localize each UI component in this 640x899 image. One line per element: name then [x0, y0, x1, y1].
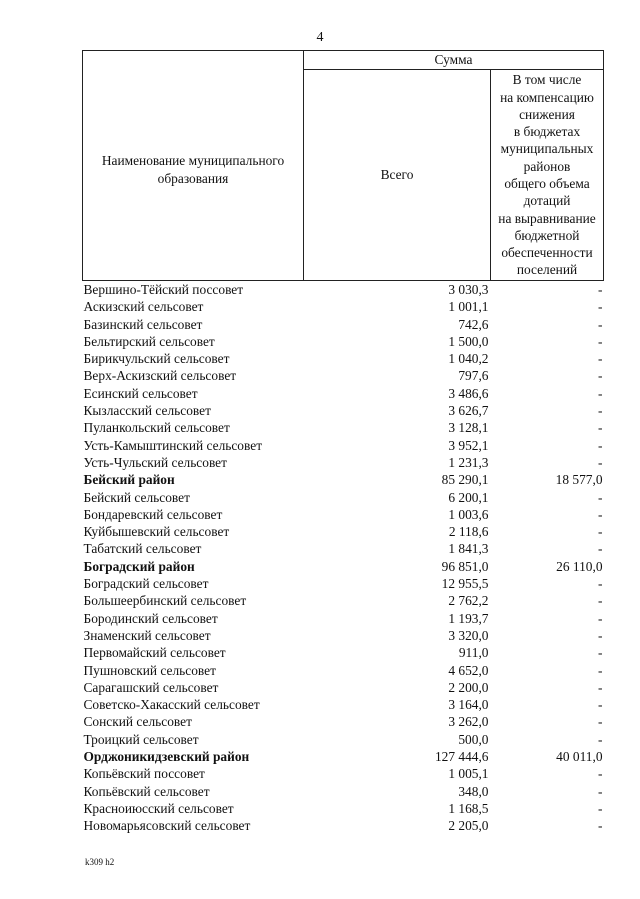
including-cell: - [598, 403, 603, 419]
municipality-name-cell: Боградский сельсовет [83, 576, 209, 592]
including-cell: - [598, 368, 603, 384]
municipality-name-cell: Сонский сельсовет [83, 714, 192, 730]
municipality-name-cell: Куйбышевский сельсовет [83, 524, 230, 540]
header-including-line: муниципальных [500, 141, 594, 157]
table-row [83, 506, 604, 523]
table-row [83, 731, 604, 748]
including-cell: - [598, 454, 603, 470]
municipality-name-cell: Копьёвский сельсовет [83, 783, 210, 799]
total-cell: 1 168,5 [448, 800, 489, 816]
total-cell: 3 952,1 [448, 437, 489, 453]
table-row [83, 437, 604, 454]
header-municipality-name: Наименование муниципального образования [83, 51, 304, 281]
table-row [83, 800, 604, 817]
municipality-name-cell: Большеербинский сельсовет [83, 593, 247, 609]
including-cell: - [598, 783, 603, 799]
including-cell: 40 011,0 [556, 749, 603, 765]
including-cell: - [598, 610, 603, 626]
table-row [83, 523, 604, 540]
header-including-line: бюджетной [514, 227, 580, 243]
municipality-name-cell: Пушновский сельсовет [83, 662, 216, 678]
table-row [83, 817, 604, 834]
header-total: Всего [304, 70, 491, 281]
table-row [83, 627, 604, 644]
table-row [83, 333, 604, 350]
table-row [83, 385, 604, 402]
table-row [83, 454, 604, 471]
table-row [83, 316, 604, 333]
district-row [83, 748, 604, 765]
budget-allocation-table [82, 50, 604, 835]
including-cell: - [598, 282, 603, 297]
municipality-name-cell: Пуланкольский сельсовет [83, 420, 230, 436]
table-row [83, 610, 604, 627]
municipality-name-cell: Верх-Аскизский сельсовет [83, 368, 237, 384]
header-including-line: на компенсацию [500, 89, 594, 105]
header-sum: Сумма [304, 51, 604, 70]
municipality-name-cell: Знаменский сельсовет [83, 627, 211, 643]
total-cell: 96 851,0 [441, 558, 489, 574]
total-cell: 6 200,1 [448, 489, 489, 505]
including-cell: - [598, 385, 603, 401]
including-cell: 26 110,0 [556, 558, 603, 574]
including-cell: 18 577,0 [555, 472, 603, 488]
header-including-line: общего объема [504, 176, 590, 191]
total-cell: 3 030,3 [448, 282, 489, 297]
municipality-name-cell: Кызласский сельсовет [83, 403, 211, 419]
table-row [83, 367, 604, 384]
total-cell: 3 128,1 [448, 420, 489, 436]
including-cell: - [598, 679, 603, 695]
including-cell: - [598, 766, 603, 782]
municipality-name-cell: Бирикчульский сельсовет [83, 351, 230, 367]
including-cell: - [598, 662, 603, 678]
table-row [83, 592, 604, 609]
header-including-line: снижения [519, 106, 575, 122]
including-cell: - [598, 731, 603, 747]
municipality-name-cell: Усть-Чульский сельсовет [83, 454, 227, 470]
total-cell: 85 290,1 [441, 472, 489, 488]
table-row [83, 350, 604, 367]
district-row [83, 471, 604, 488]
table-row [83, 419, 604, 436]
total-cell: 2 118,6 [448, 524, 489, 540]
including-cell: - [598, 437, 603, 453]
total-cell: 1 841,3 [448, 541, 489, 557]
municipality-name-cell: Орджоникидзевский район [83, 749, 250, 765]
municipality-name-cell: Троицкий сельсовет [83, 731, 199, 747]
including-cell: - [598, 420, 603, 436]
municipality-name-cell: Советско-Хакасский сельсовет [83, 697, 260, 713]
total-cell: 797,6 [458, 368, 489, 384]
table-row [83, 575, 604, 592]
total-cell: 3 320,0 [448, 627, 489, 643]
table-row [83, 662, 604, 679]
total-cell: 2 205,0 [448, 818, 489, 834]
including-cell: - [598, 506, 603, 522]
table-body [83, 281, 604, 835]
municipality-name-cell: Вершино-Тёйский поссовет [83, 282, 244, 297]
header-including-line: дотаций [523, 193, 571, 209]
municipality-name-cell: Красноиюсский сельсовет [83, 800, 234, 816]
municipality-name-cell: Бельтирский сельсовет [83, 333, 215, 349]
including-cell: - [598, 714, 603, 730]
including-cell: - [598, 627, 603, 643]
total-cell: 1 193,7 [448, 610, 489, 626]
total-cell: 2 762,2 [448, 593, 489, 609]
table-row [83, 540, 604, 557]
page-number: 4 [316, 30, 324, 45]
table-row [83, 713, 604, 730]
municipality-name-cell: Копьёвский поссовет [83, 766, 205, 782]
including-cell: - [598, 541, 603, 557]
total-cell: 1 005,1 [448, 766, 489, 782]
district-row [83, 558, 604, 575]
including-cell: - [598, 576, 603, 592]
table-row [83, 489, 604, 506]
total-cell: 742,6 [458, 316, 489, 332]
table-row [83, 783, 604, 800]
document-footer-code: k309 h2 [85, 857, 115, 867]
table-row [83, 402, 604, 419]
including-cell: - [598, 299, 603, 315]
municipality-name-cell: Первомайский сельсовет [83, 645, 226, 661]
total-cell: 2 200,0 [448, 679, 489, 695]
municipality-name-cell: Базинский сельсовет [83, 316, 203, 332]
municipality-name-cell: Табатский сельсовет [83, 541, 202, 557]
including-cell: - [598, 333, 603, 349]
total-cell: 911,0 [458, 645, 489, 661]
including-cell: - [598, 697, 603, 713]
including-cell: - [598, 818, 603, 834]
total-cell: 1 231,3 [448, 454, 489, 470]
municipality-name-cell: Сарагашский сельсовет [83, 679, 219, 695]
total-cell: 3 262,0 [448, 714, 489, 730]
municipality-name-cell: Бейский сельсовет [83, 489, 190, 505]
header-including-compensation [491, 70, 604, 281]
municipality-name-cell: Бейский район [83, 472, 175, 488]
total-cell: 1 003,6 [448, 506, 489, 522]
municipality-name-cell: Боградский район [83, 558, 195, 574]
header-including-line: в бюджетах [513, 124, 581, 140]
header-including-line: поселений [516, 262, 578, 278]
total-cell: 348,0 [458, 783, 489, 799]
total-cell: 12 955,5 [441, 576, 489, 592]
total-cell: 3 164,0 [448, 697, 489, 713]
municipality-name-cell: Аскизский сельсовет [83, 299, 204, 315]
header-including-line: обеспеченности [501, 245, 593, 261]
municipality-name-cell: Усть-Камыштинский сельсовет [83, 437, 263, 453]
table-row [83, 644, 604, 661]
municipality-name-cell: Новомарьясовский сельсовет [83, 818, 251, 834]
total-cell: 1 500,0 [448, 333, 489, 349]
municipality-name-cell: Бородинский сельсовет [83, 610, 218, 626]
table-row [83, 298, 604, 315]
including-cell: - [598, 800, 603, 816]
total-cell: 1 040,2 [448, 351, 489, 367]
header-including-line: на выравнивание [498, 210, 596, 226]
table-row [83, 679, 604, 696]
including-cell: - [598, 489, 603, 505]
table-row [83, 281, 604, 299]
table-row [83, 765, 604, 782]
including-cell: - [598, 524, 603, 540]
total-cell: 1 001,1 [448, 299, 489, 315]
header-including-line: районов [523, 158, 571, 174]
total-cell: 127 444,6 [434, 749, 489, 765]
including-cell: - [598, 316, 603, 332]
table-row [83, 696, 604, 713]
total-cell: 4 652,0 [448, 662, 489, 678]
including-cell: - [598, 645, 603, 661]
municipality-name-cell: Бондаревский сельсовет [83, 506, 223, 522]
including-cell: - [598, 351, 603, 367]
total-cell: 3 626,7 [448, 403, 489, 419]
total-cell: 500,0 [458, 731, 489, 747]
total-cell: 3 486,6 [448, 385, 489, 401]
table-header [83, 51, 604, 281]
header-including-line: В том числе [512, 72, 582, 88]
including-cell: - [598, 593, 603, 609]
municipality-name-cell: Есинский сельсовет [83, 385, 198, 401]
